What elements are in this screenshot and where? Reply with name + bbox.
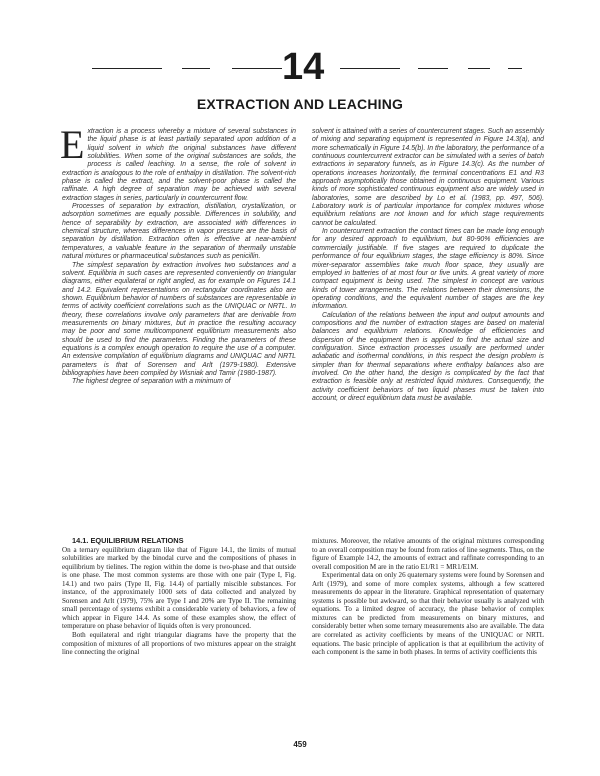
section-heading: 14.1. EQUILIBRIUM RELATIONS bbox=[72, 536, 184, 545]
body-paragraph: Both equilateral and right triangular diagrams have the property that the composition of mixtures of all proportions of two mixtures appear on the straight line connecting the original bbox=[62, 631, 296, 657]
intro-paragraph: In countercurrent extraction the contact times can be made long enough for any desired approach to equilibrium, but 80-90% efficiencies are commercially justifiable. If five stages are required to duplicate the performance of four equilibrium stages, the stage efficiency is 80%. Since mixer-separator assemblies take much floor space, they usually are employed in batteries of at most four or five units. A great variety of more compact equipment is being used. The simplest in concept are various kinds of tower arrangements. The relations between their dimensions, the operating conditions, and the equivalent number of stages are the key information. bbox=[312, 228, 544, 311]
header-rule-left-2 bbox=[182, 68, 210, 69]
intro-column-right bbox=[312, 128, 544, 403]
section-column-right bbox=[312, 537, 544, 657]
header-rule-right-2 bbox=[418, 68, 448, 69]
body-paragraph: Experimental data on only 26 quaternary systems were found by Sorensen and Arlt (1979), and some of more complex systems, although a few scattered measurements do appear in the literature. Graphical representation of quaternary systems is possible but awkward, so that their behavior usually is analyzed with equations. To a limited degree of accuracy, the phase behavior of complex mixtures can be predicted from measurements on binary mixtures, and considerably better when some ternary measurements also are available. The data are correlated as activity coefficients by means of the UNIQUAC or NRTL equations. The basic principle of application is that at equilibrium the activity of each component is the same in both phases. In terms of activity coefficients this bbox=[312, 571, 544, 657]
intro-paragraph bbox=[60, 122, 296, 203]
header-rule-right-1 bbox=[340, 68, 400, 69]
body-paragraph: mixtures. Moreover, the relative amounts of the original mixtures corresponding to an overall composition may be found from ratios of line segments. Thus, on the figure of Example 14.2, the amounts of extract and raffinate corresponding to an overall composition M are in the ratio E1/R1 = MR1/E1M. bbox=[312, 537, 544, 571]
intro-column-left bbox=[60, 122, 296, 387]
drop-cap: E bbox=[60, 122, 85, 167]
header-rule-left-3 bbox=[232, 68, 282, 69]
header-rule-right-4 bbox=[508, 68, 522, 69]
chapter-title: EXTRACTION AND LEACHING bbox=[196, 96, 404, 112]
body-paragraph: On a ternary equilibrium diagram like that of Figure 14.1, the limits of mutual solubilities are marked by the binodal curve and the compositions of phases in equilibrium by tielines. The region within the dome is two-phase and that outside is one phase. The most common systems are those with one pair (Type I, Fig. 14.1) and two pairs (Type II, Fig. 14.4) of partially miscible substances. For instance, of the approximately 1000 sets of data collected and analyzed by Sorensen and Arlt (1979), 75% are Type I and 20% are Type II. The remaining small percentage of systems exhibit a considerable variety of behaviors, a few of which appear in Figure 14.4. As some of these examples show, the effect of temperature on phase behavior of liquids often is very pronounced. bbox=[62, 545, 296, 631]
section-column-left bbox=[62, 537, 296, 657]
header-rule-left-1 bbox=[92, 68, 162, 69]
intro-paragraph-text: xtraction is a process whereby a mixture of several substances in the liquid phase is at least partially separated upon addition of a liquid solvent in which the original substances have different solubilities. When some of the original substances are solids, the process is called leaching. In a sense, the role of solvent in extraction is analogous to the role of enthalpy in distillation. The solvent-rich phase is called the extract, and the solvent-poor phase is called the raffinate. A high degree of separation may be achieved with several extraction stages in series, particularly in countercurrent flow. bbox=[62, 128, 296, 202]
intro-paragraph: The simplest separation by extraction involves two substances and a solvent. Equilibria in such cases are represented conveniently on triangular diagrams, either equilateral or right angled, as for example on Figures 14.1 and 14.2. Equivalent representations on rectangular coordinates also are shown. Equilibrium behavior of numbers of substances are representable in terms of activity coefficient correlations such as the UNIQUAC or NRTL. In theory, these correlations involve only parameters that are derivable from measurements on binary mixtures, but in practice the resulting accuracy may be poor and some multicomponent equilibrium measurements also should be used to find the parameters. Finding the parameters of these equations is a complex enough operation to require the use of a computer. An extensive compilation of equilibrium diagrams and UNIQUAC and NRTL parameters is that of Sorensen and Arlt (1979-1980). Extensive bibliographies have been compiled by Wisniak and Tamir (1980-1987). bbox=[62, 261, 296, 377]
header-rule-right-3 bbox=[468, 68, 490, 69]
intro-paragraph: The highest degree of separation with a minimum of bbox=[72, 378, 231, 386]
page-number: 459 bbox=[293, 740, 307, 749]
chapter-number: 14 bbox=[282, 46, 325, 88]
intro-paragraph: solvent is attained with a series of countercurrent stages. Such an assembly of mixing and separating equipment is represented in Figure 14.3(a), and more schematically in Figure 14.5(b). In the laboratory, the performance of a continuous countercurrent extractor can be simulated with a series of batch extractions in separatory funnels, as in Figure 14.3(c). As the number of operations increases horizontally, the terminal concentrations E1 and R3 approach asymptotically those obtained in continuous equipment. Various kinds of more sophisticated continuous equipment also are widely used in laboratories, some are described by Lo et al. (1983, pp. 497, 506). Laboratory work is of particular importance for complex mixtures whose equilibrium relations are not known and for which stage requirements cannot be calculated. bbox=[312, 128, 544, 227]
intro-paragraph: Calculation of the relations between the input and output amounts and compositions and the number of extraction stages are based on material balances and equilibrium relations. Knowledge of efficiencies and dispersion of the equipment then is applied to find the actual size and configuration. Since extraction processes usually are performed under adiabatic and isothermal conditions, in this respect the design problem is simpler than for thermal separations where enthalpy balances also are involved. On the other hand, the design is complicated by the fact that extraction is feasible only at restricted liquid mixtures. Consequently, the activity coefficient behaviors of two liquid phases must be taken into account, or direct equilibrium data must be available. bbox=[312, 311, 544, 402]
intro-paragraph: Processes of separation by extraction, distillation, crystallization, or adsorption sometimes are equally possible. Differences in solubility, and hence of separability by extraction, are associated with differences in chemical structure, whereas differences in vapor pressure are the basis of separation by distillation. Extraction often is effective at near-ambient temperatures, a valuable feature in the separation of thermally unstable natural mixtures or pharmaceutical substances such as penicillin. bbox=[62, 203, 296, 261]
